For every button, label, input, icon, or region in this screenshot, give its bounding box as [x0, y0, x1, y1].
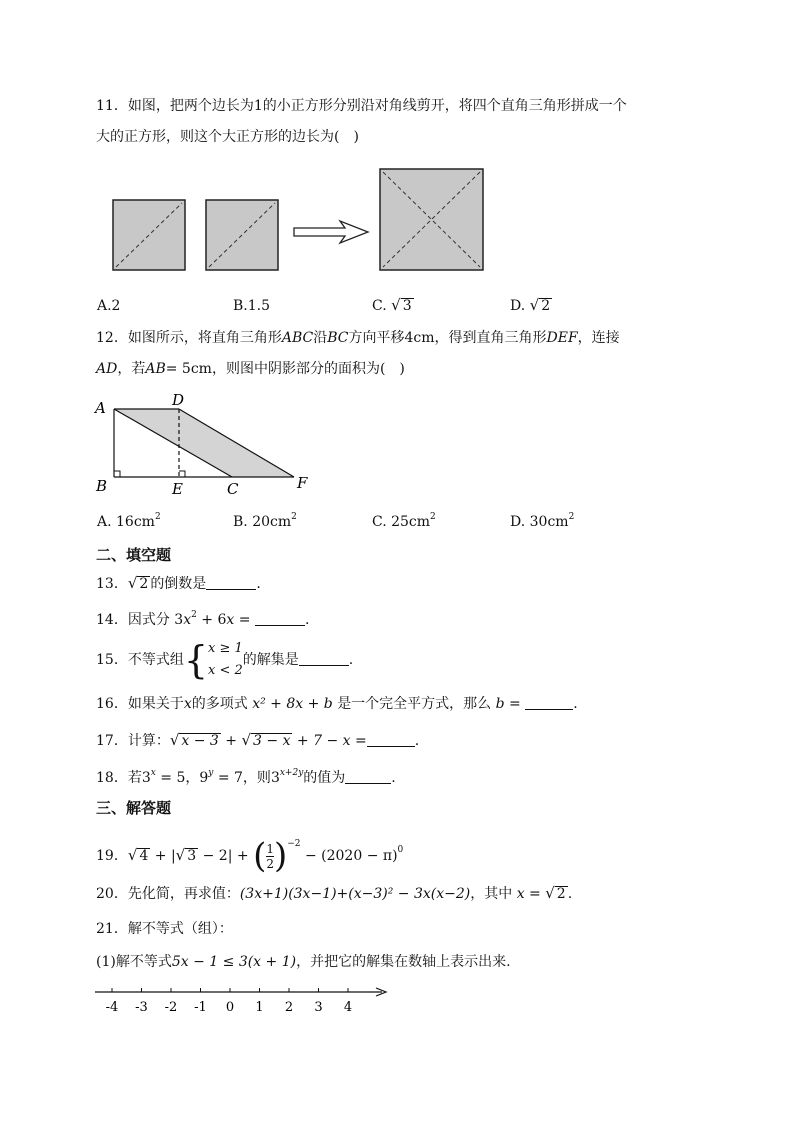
label-e: E — [172, 480, 183, 498]
tick-label: 1 — [255, 1000, 264, 1015]
q17: 17．计算：√ x − 3 + √ 3 − x + 7 − x = . — [96, 731, 420, 749]
tick-label: 0 — [225, 1000, 235, 1015]
q19: 19．√ 4 + |√ 3 − 2| + ( $\frac{1}{2}$ )$^{-2} - (2020 - \pi)^0$ — [96, 836, 404, 876]
answer-blank[interactable] — [255, 611, 305, 626]
q21-part1: (1)解不等式5x − 1 ≤ 3(x + 1)，并把它的解集在数轴上表示出来. — [96, 954, 511, 970]
q18: 18．若$3^x = 5$，$9^y = 7$，则$3^{x+2y}$的值为 . — [96, 768, 396, 786]
q20: 20．先化简，再求值：(3x+1)(3x−1)+(x−3)² − 3x(x−2)，其中 x = √ 2 . — [96, 884, 573, 902]
tick-label: 2 — [284, 1000, 294, 1015]
right-angle-e — [179, 471, 185, 477]
q11-line2: 大的正方形，则这个大正方形的边长为( ) — [96, 129, 359, 145]
q12-option-b: B. $20cm^2$ — [233, 512, 297, 530]
section-solve: 三、解答题 — [96, 799, 172, 817]
label-c: C — [227, 480, 239, 498]
arrow-right-icon — [294, 221, 368, 243]
q12-option-d: D. $30cm^2$ — [510, 512, 575, 530]
q11-option-a: A.2 — [97, 298, 121, 314]
label-b: B — [96, 477, 108, 495]
shaded-region — [114, 409, 294, 477]
number-line — [90, 982, 400, 1022]
q13: 13．√ 2 的倒数是 . — [96, 574, 261, 592]
tick-label: -4 — [105, 1000, 119, 1015]
answer-blank[interactable] — [299, 651, 349, 666]
q16: 16．如果关于x的多项式 x² + 8x + b 是一个完全平方式，那么 b = . — [96, 696, 578, 712]
answer-blank[interactable] — [525, 695, 573, 710]
q12-figure — [90, 390, 330, 500]
tick-label: 3 — [314, 1000, 323, 1015]
tick-label: -2 — [164, 1000, 178, 1015]
q12-option-a: A. $16cm^2$ — [97, 512, 161, 530]
answer-blank[interactable] — [367, 732, 415, 747]
q11-line1: 11．如图，把两个边长为1的小正方形分别沿对角线剪开，将四个直角三角形拼成一个 — [96, 98, 627, 114]
q12-line2: AD，若AB= 5cm，则图中阴影部分的面积为( ) — [96, 361, 405, 377]
tick-label: 4 — [343, 1000, 353, 1015]
q21: 21．解不等式（组）： — [96, 921, 233, 937]
q12-option-c: C. $25cm^2$ — [372, 512, 436, 530]
q11-option-d: D. √ 2 — [510, 296, 551, 314]
label-f: F — [297, 474, 308, 492]
q11-option-b: B.1.5 — [233, 298, 271, 314]
q15: 15．不等式组{ x ≥ 1 x < 2 的解集是 . — [96, 638, 354, 682]
right-angle-b — [114, 471, 120, 477]
q11-option-c: C. √ 3 — [372, 296, 412, 314]
tick-label: -1 — [194, 1000, 207, 1015]
answer-blank[interactable] — [345, 769, 391, 784]
answer-blank[interactable] — [206, 575, 256, 590]
q11-figure — [100, 160, 500, 280]
q12-line1: 12．如图所示，将直角三角形ABC沿BC方向平移4cm，得到直角三角形DEF，连接 — [96, 330, 620, 346]
q14: 14．因式分 $3x^2 + 6x$ = . — [96, 610, 310, 628]
label-a: A — [95, 399, 106, 417]
section-fill-in-blank: 二、填空题 — [96, 546, 172, 564]
tick-label: -3 — [135, 1000, 148, 1015]
label-d: D — [172, 391, 185, 409]
